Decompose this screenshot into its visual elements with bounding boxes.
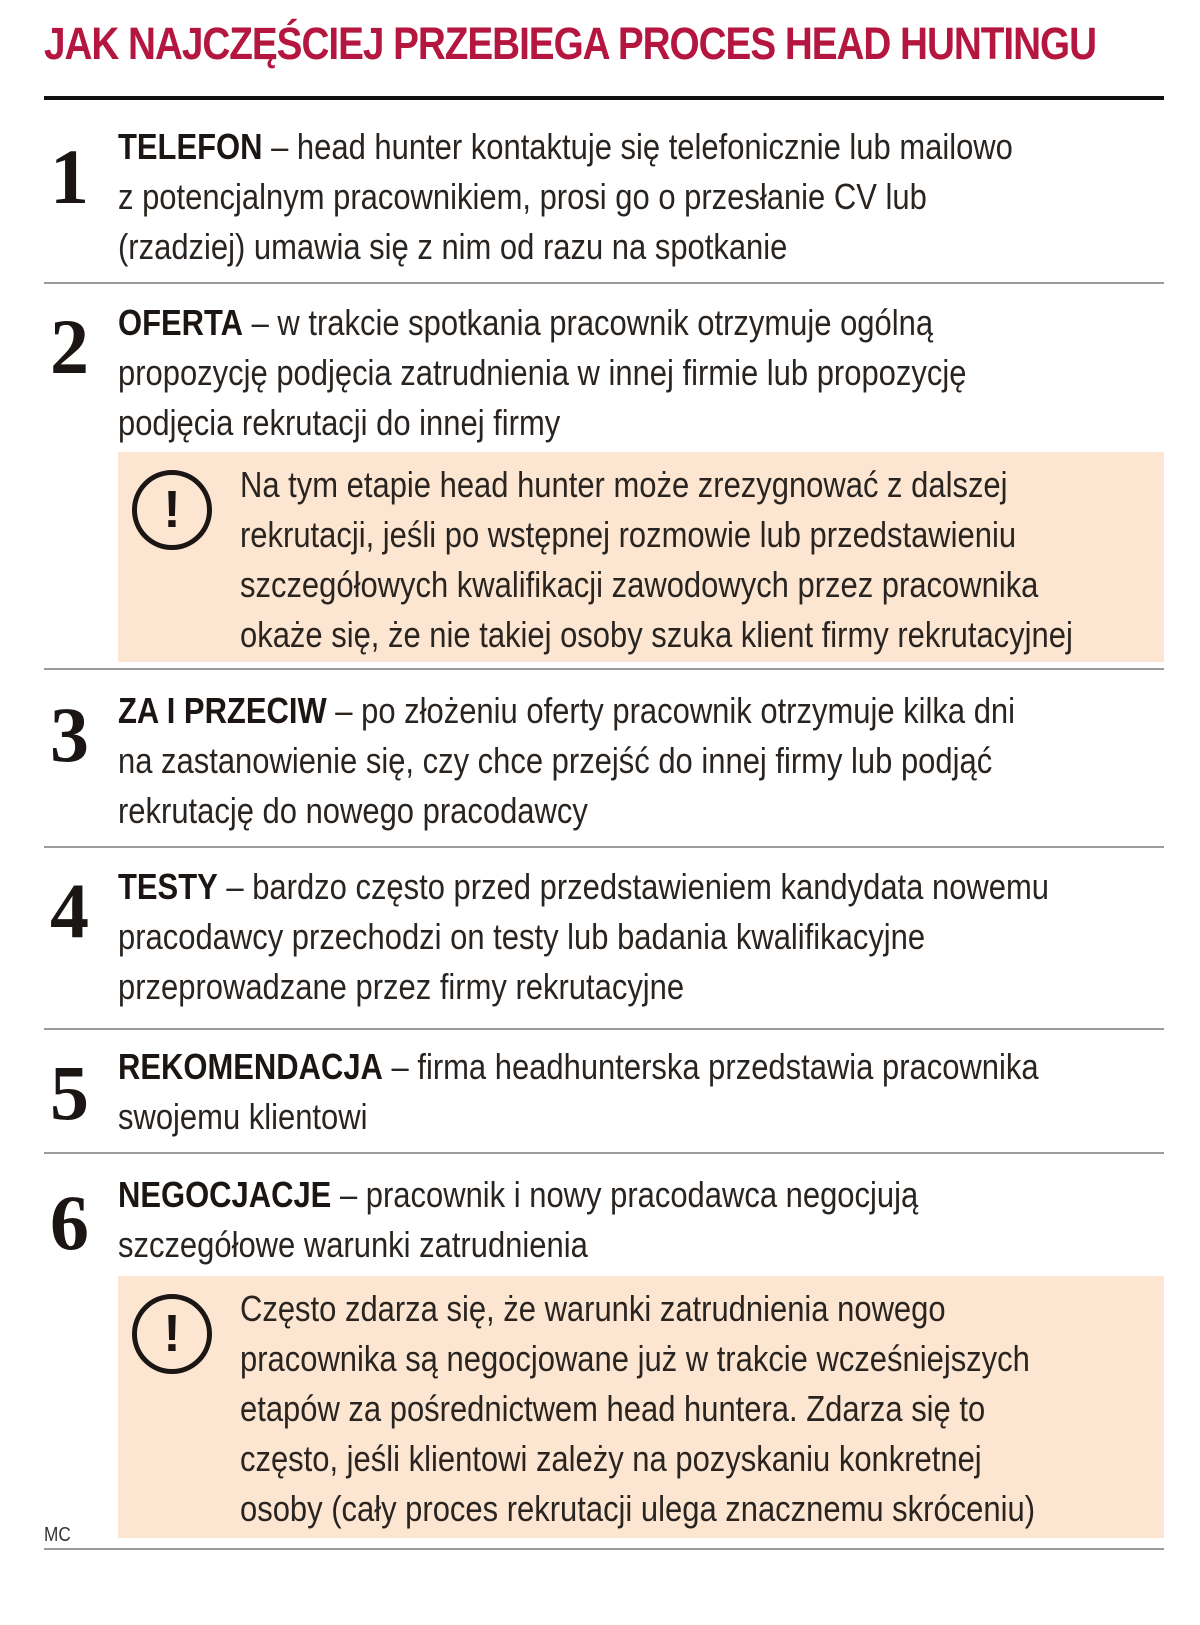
divider bbox=[44, 668, 1164, 670]
step-number: 4 bbox=[50, 867, 89, 954]
step-text: TELEFON – head hunter kontaktuje się telefonicznie lub mailowo z potencjalnym pracownikiem, prosi go o przesłanie CV lub (rzadziej) umawia się z nim od razu na spotkanie bbox=[118, 126, 1013, 267]
step-number: 1 bbox=[50, 133, 89, 220]
step-heading: ZA I PRZECIW bbox=[118, 690, 327, 731]
step-number: 5 bbox=[50, 1049, 89, 1136]
divider bbox=[44, 282, 1164, 284]
step-3 bbox=[44, 684, 1164, 844]
step-6 bbox=[44, 1168, 1164, 1278]
step-heading: REKOMENDACJA bbox=[118, 1046, 383, 1087]
step-heading: TELEFON bbox=[118, 126, 263, 167]
step-4 bbox=[44, 862, 1164, 1022]
source-credit: MC bbox=[44, 1524, 71, 1546]
step-2 bbox=[44, 296, 1164, 456]
step-number: 3 bbox=[50, 691, 89, 778]
bottom-rule bbox=[44, 1548, 1164, 1550]
step-text: OFERTA – w trakcie spotkania pracownik otrzymuje ogólną propozycję podjęcia zatrudnienia w innej firmie lub propozycję podjęcia rekrutacji do innej firmy bbox=[118, 302, 967, 443]
step-text: ZA I PRZECIW – po złożeniu oferty pracownik otrzymuje kilka dni na zastanowienie się, czy chce przejść do innej firmy lub podjąć rekrutację do nowego pracodawcy bbox=[118, 690, 1016, 831]
step-number: 2 bbox=[50, 303, 89, 390]
exclamation-circle-icon: ! bbox=[132, 470, 212, 550]
divider bbox=[44, 846, 1164, 848]
step-heading: TESTY bbox=[118, 866, 218, 907]
step-text: NEGOCJACJE – pracownik i nowy pracodawca negocjują szczegółowe warunki zatrudnienia bbox=[118, 1174, 919, 1265]
step-number: 6 bbox=[50, 1179, 89, 1266]
step-1 bbox=[44, 118, 1164, 278]
title-rule bbox=[44, 96, 1164, 100]
step-heading: NEGOCJACJE bbox=[118, 1174, 332, 1215]
note-text: Często zdarza się, że warunki zatrudnienia nowego pracownika są negocjowane już w trakcie wcześniejszych etapów za pośrednictwem head huntera. Zdarza się to często, jeśli klientowi zależy na pozyskaniu konkretnej osoby (cały proces rekrutacji ulega znacznemu skróceniu) bbox=[240, 1288, 1036, 1529]
note-text: Na tym etapie head hunter może zrezygnować z dalszej rekrutacji, jeśli po wstępnej rozmowie lub przedstawieniu szczegółowych kwalifikacji zawodowych przez pracownika okaże się, że nie takiej osoby szuka klient firmy rekrutacyjnej bbox=[240, 464, 1073, 655]
page-title: JAK NAJCZĘŚCIEJ PRZEBIEGA PROCES HEAD HUNTINGU bbox=[44, 18, 1097, 69]
note-callout bbox=[118, 452, 1164, 662]
note-callout bbox=[118, 1276, 1164, 1538]
exclamation-circle-icon: ! bbox=[132, 1294, 212, 1374]
step-heading: OFERTA bbox=[118, 302, 243, 343]
step-text: TESTY – bardzo często przed przedstawieniem kandydata nowemu pracodawcy przechodzi on testy lub badania kwalifikacyjne przeprowadzane przez firmy rekrutacyjne bbox=[118, 866, 1050, 1007]
divider bbox=[44, 1152, 1164, 1154]
step-5 bbox=[44, 1042, 1164, 1152]
step-text: REKOMENDACJA – firma headhunterska przedstawia pracownika swojemu klientowi bbox=[118, 1046, 1039, 1137]
divider bbox=[44, 1028, 1164, 1030]
